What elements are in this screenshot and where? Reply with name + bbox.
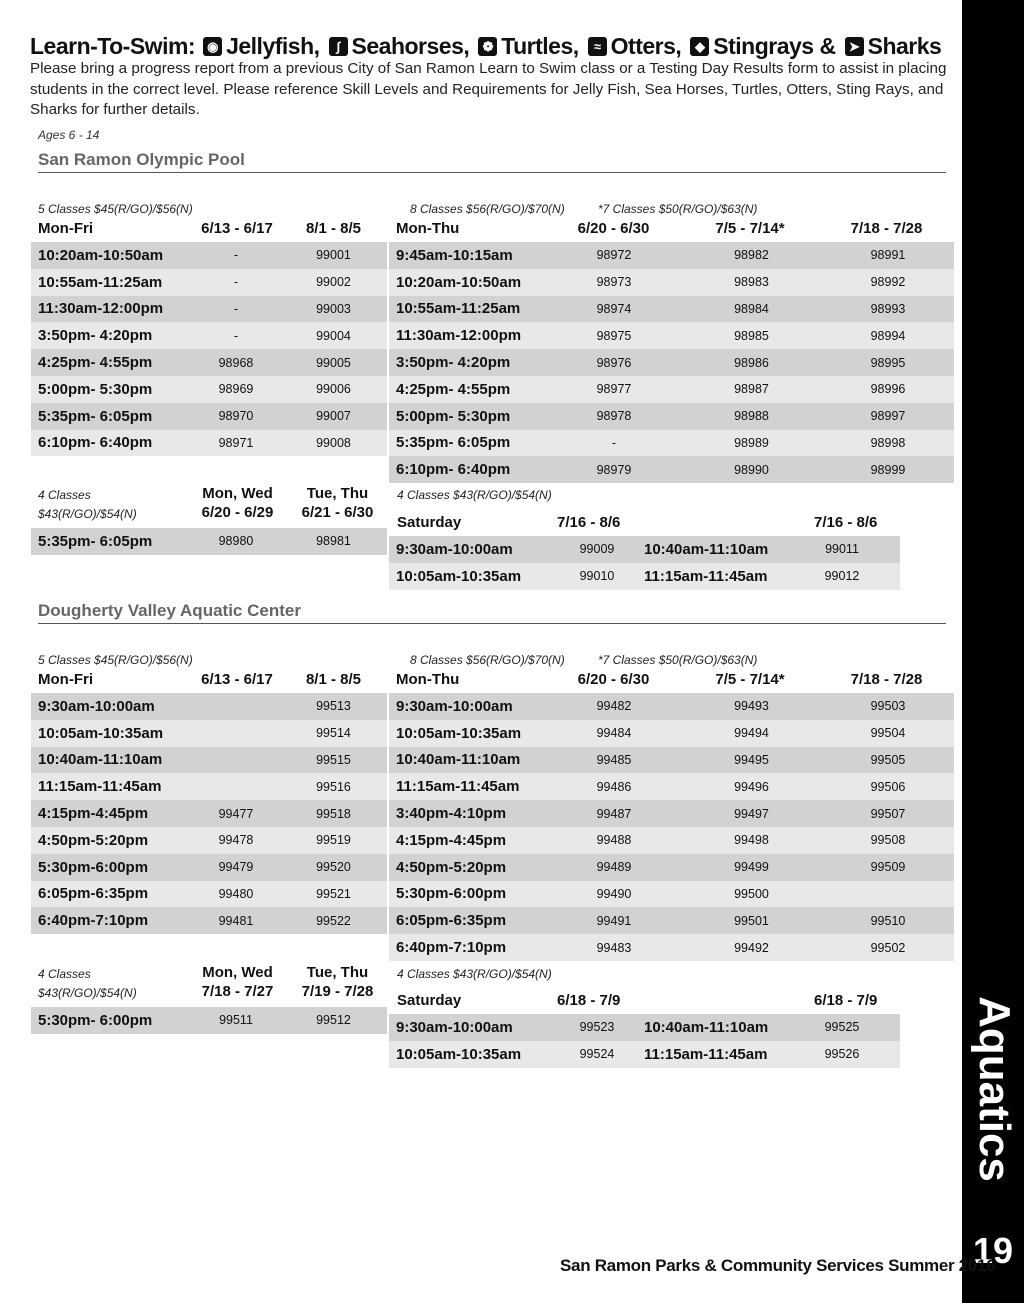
- shark-icon: ➤: [845, 37, 864, 56]
- table-row: [31, 528, 387, 555]
- course-number: 98972: [596, 248, 632, 263]
- course-number: 99509: [870, 860, 906, 875]
- otter-icon: ≈: [588, 37, 607, 56]
- column-header: Mon, Wed: [202, 964, 273, 981]
- level-label: Jellyfish,: [226, 32, 320, 59]
- class-time: 5:35pm- 6:05pm: [396, 434, 511, 452]
- table-row: [31, 296, 387, 323]
- course-number: 99521: [316, 886, 351, 901]
- course-number: 98985: [734, 328, 769, 343]
- column-header: 6/18 - 7/9: [814, 992, 878, 1009]
- course-number: 99525: [824, 1020, 860, 1035]
- class-time: 9:30am-10:00am: [396, 1018, 513, 1036]
- course-number: 99481: [218, 913, 254, 928]
- class-time: 9:45am-10:15am: [396, 246, 513, 264]
- column-header: Mon-Thu: [396, 220, 460, 237]
- course-number: 99496: [734, 779, 769, 794]
- class-time: 11:15am-11:45am: [644, 567, 768, 585]
- column-header: 6/20 - 6/29: [201, 504, 274, 521]
- column-header: 7/18 - 7/28: [850, 220, 923, 237]
- course-number: 98982: [734, 248, 769, 263]
- course-number: 98968: [218, 355, 254, 370]
- table-row: [31, 773, 387, 800]
- table-row: [389, 881, 954, 908]
- table-row: [389, 1041, 900, 1068]
- column-header: 6/20 - 6/30: [577, 671, 650, 688]
- course-number: 99479: [218, 860, 254, 875]
- age-range: Ages 6 - 14: [38, 128, 100, 142]
- monthu-header: [396, 220, 964, 237]
- course-number: 99493: [734, 699, 769, 714]
- table-row: [389, 296, 954, 323]
- column-header: 7/16 - 8/6: [814, 514, 878, 531]
- level-seahorse: [329, 33, 470, 60]
- seahorse-icon: ∫: [329, 37, 348, 56]
- course-number: -: [233, 301, 239, 316]
- level-otter: [588, 33, 682, 60]
- course-number: 98999: [870, 462, 906, 477]
- class-time: 6:05pm-6:35pm: [396, 912, 507, 930]
- class-time: 10:40am-11:10am: [644, 540, 769, 558]
- column-header: 6/18 - 7/9: [557, 992, 621, 1009]
- monthu-pricing-alt: *7 Classes $50(R/GO)/$63(N): [598, 653, 758, 667]
- table-row: [389, 934, 954, 961]
- table-row: [389, 430, 954, 457]
- table-row: [389, 349, 954, 376]
- course-number: 98971: [218, 435, 254, 450]
- column-header: Mon-Fri: [38, 671, 93, 688]
- course-number: 98970: [218, 409, 254, 424]
- column-header: 8/1 - 8/5: [305, 671, 362, 688]
- column-header: 7/5 - 7/14*: [715, 220, 785, 237]
- class-time: 10:55am-11:25am: [396, 300, 521, 318]
- table-row: [389, 456, 954, 483]
- course-number: 99495: [734, 752, 769, 767]
- course-number: 98977: [596, 382, 632, 397]
- jellyfish-icon: ◉: [203, 37, 222, 56]
- class-time: 10:40am-11:10am: [644, 1018, 769, 1036]
- column-header: 8/1 - 8/5: [305, 220, 362, 237]
- table-row: [389, 800, 954, 827]
- class-time: 3:50pm- 4:20pm: [38, 327, 153, 345]
- section-tab-label: Aquatics: [970, 996, 1019, 1182]
- course-number: 99508: [870, 833, 906, 848]
- class-time: 5:30pm-6:00pm: [396, 885, 507, 903]
- class-time: 4:50pm-5:20pm: [38, 831, 149, 849]
- table-row: [389, 269, 954, 296]
- course-number: 98974: [596, 301, 632, 316]
- table-row: [31, 349, 387, 376]
- course-number: 99491: [596, 913, 632, 928]
- column-header: Mon, Wed: [202, 485, 273, 502]
- column-header: 6/20 - 6/30: [577, 220, 650, 237]
- class-time: 10:40am-11:10am: [38, 751, 163, 769]
- class-time: 5:00pm- 5:30pm: [396, 407, 511, 425]
- level-turtle: [478, 33, 578, 60]
- course-number: 99003: [316, 301, 351, 316]
- twice-pricing: $43(R/GO)/$54(N): [38, 986, 137, 1000]
- course-number: 99010: [579, 569, 615, 584]
- column-header: Saturday: [397, 514, 462, 531]
- class-time: 6:40pm-7:10pm: [396, 939, 507, 957]
- monthu-pricing: 8 Classes $56(R/GO)/$70(N): [410, 202, 565, 216]
- column-header: Saturday: [397, 992, 462, 1009]
- course-number: -: [233, 328, 239, 343]
- class-time: 10:40am-11:10am: [396, 751, 521, 769]
- course-number: 99512: [316, 1013, 351, 1028]
- class-time: 10:20am-10:50am: [396, 273, 522, 291]
- course-number: 99498: [734, 833, 769, 848]
- footer: San Ramon Parks & Community Services Summer 2016: [560, 1256, 996, 1275]
- table-row: [389, 242, 954, 269]
- column-header: 7/16 - 8/6: [557, 514, 621, 531]
- course-number: 99488: [596, 833, 632, 848]
- class-time: 4:25pm- 4:55pm: [38, 354, 153, 372]
- course-number: 98990: [734, 462, 769, 477]
- column-header: 7/19 - 7/28: [301, 983, 374, 1000]
- class-time: 11:30am-12:00pm: [38, 300, 164, 318]
- course-number: -: [233, 248, 239, 263]
- class-time: 4:25pm- 4:55pm: [396, 380, 511, 398]
- class-time: 5:35pm- 6:05pm: [38, 407, 153, 425]
- course-number: 99012: [824, 569, 860, 584]
- table-row: [31, 269, 387, 296]
- twice-classes: 4 Classes: [38, 967, 91, 981]
- table-row: [389, 720, 954, 747]
- column-header: 6/13 - 6/17: [201, 220, 273, 237]
- table-row: [31, 720, 387, 747]
- table-row: [389, 693, 954, 720]
- course-number: 99482: [596, 699, 632, 714]
- table-row: [389, 854, 954, 881]
- class-time: 6:10pm- 6:40pm: [396, 461, 511, 479]
- table-row: [31, 747, 387, 774]
- course-number: 99002: [316, 275, 351, 290]
- class-time: 3:40pm-4:10pm: [396, 805, 507, 823]
- course-number: 98973: [596, 275, 632, 290]
- course-number: 98992: [870, 275, 906, 290]
- class-time: 4:15pm-4:45pm: [396, 831, 507, 849]
- table-row: [31, 881, 387, 908]
- course-number: 99519: [316, 833, 351, 848]
- course-number: 99524: [579, 1047, 615, 1062]
- stingray-icon: ◆: [690, 37, 709, 56]
- table-row: [389, 322, 954, 349]
- course-number: 98984: [734, 301, 769, 316]
- course-number: 99486: [596, 779, 632, 794]
- saturday-header: [397, 992, 914, 1009]
- class-time: 6:10pm- 6:40pm: [38, 434, 153, 452]
- monfri-pricing: 5 Classes $45(R/GO)/$56(N): [38, 202, 193, 216]
- twice-pricing: $43(R/GO)/$54(N): [38, 507, 137, 521]
- class-time: 10:20am-10:50am: [38, 246, 164, 264]
- class-time: 6:05pm-6:35pm: [38, 885, 149, 903]
- class-time: 10:05am-10:35am: [396, 724, 522, 742]
- table-row: [31, 907, 387, 934]
- course-number: 99497: [734, 806, 769, 821]
- table-row: [389, 827, 954, 854]
- table-row: [389, 563, 900, 590]
- course-number: 98986: [734, 355, 769, 370]
- column-header: 6/21 - 6/30: [301, 504, 374, 521]
- course-number: 99500: [734, 886, 769, 901]
- course-number: 99499: [734, 860, 769, 875]
- level-jellyfish: [203, 33, 319, 60]
- table-row: [389, 907, 954, 934]
- course-number: 98988: [734, 409, 769, 424]
- course-number: 99523: [579, 1020, 615, 1035]
- course-number: 99485: [596, 752, 632, 767]
- section-tab: [966, 996, 1022, 1182]
- course-number: 99001: [316, 248, 351, 263]
- table-row: [31, 800, 387, 827]
- course-number: 99480: [218, 886, 254, 901]
- course-number: 99007: [316, 409, 351, 424]
- class-time: 4:15pm-4:45pm: [38, 805, 149, 823]
- class-time: 11:30am-12:00pm: [396, 327, 522, 345]
- course-number: 99514: [316, 726, 351, 741]
- course-number: 98978: [596, 409, 632, 424]
- page-number: 19: [972, 1230, 1014, 1271]
- course-number: 98969: [218, 382, 254, 397]
- course-number: 99490: [596, 886, 632, 901]
- course-number: 99478: [218, 833, 254, 848]
- table-row: [31, 854, 387, 881]
- column-header: 7/18 - 7/28: [850, 671, 923, 688]
- course-number: 98995: [870, 355, 906, 370]
- course-number: 99484: [596, 726, 632, 741]
- course-number: 99513: [316, 699, 351, 714]
- column-header: Mon-Fri: [38, 220, 93, 237]
- table-row: [389, 536, 900, 563]
- level-shark: [845, 33, 942, 60]
- class-time: 9:30am-10:00am: [396, 540, 513, 558]
- course-number: 98994: [870, 328, 906, 343]
- class-time: 3:50pm- 4:20pm: [396, 354, 511, 372]
- class-time: 9:30am-10:00am: [396, 697, 513, 715]
- monthu-pricing-alt: *7 Classes $50(R/GO)/$63(N): [598, 202, 758, 216]
- course-number: 99518: [316, 806, 351, 821]
- course-number: 98987: [734, 382, 769, 397]
- course-number: 99489: [596, 860, 632, 875]
- course-number: 98980: [218, 534, 254, 549]
- turtle-icon: ❁: [478, 37, 497, 56]
- course-number: 98998: [870, 435, 906, 450]
- class-time: 11:15am-11:45am: [644, 1045, 768, 1063]
- class-time: 4:50pm-5:20pm: [396, 858, 507, 876]
- course-number: 99477: [218, 806, 254, 821]
- course-number: 98979: [596, 462, 632, 477]
- class-time: 9:30am-10:00am: [38, 697, 155, 715]
- monthu-pricing: 8 Classes $56(R/GO)/$70(N): [410, 653, 565, 667]
- course-number: 99515: [316, 752, 351, 767]
- course-number: -: [233, 275, 239, 290]
- class-time: 10:55am-11:25am: [38, 273, 163, 291]
- course-number: 99487: [596, 806, 632, 821]
- table-row: [31, 403, 387, 430]
- course-number: 99505: [870, 752, 906, 767]
- table-row: [31, 827, 387, 854]
- course-number: 99510: [870, 913, 906, 928]
- level-label: Seahorses,: [351, 32, 470, 59]
- course-number: 99492: [734, 940, 769, 955]
- course-number: 99503: [870, 699, 906, 714]
- saturday-pricing: 4 Classes $43(R/GO)/$54(N): [397, 488, 552, 502]
- class-time: 10:05am-10:35am: [38, 724, 164, 742]
- course-number: 99522: [316, 913, 351, 928]
- course-number: 99009: [579, 542, 615, 557]
- saturday-pricing: 4 Classes $43(R/GO)/$54(N): [397, 967, 552, 981]
- course-number: 99507: [870, 806, 906, 821]
- location-heading: Dougherty Valley Aquatic Center: [38, 601, 946, 624]
- class-time: 5:30pm-6:00pm: [38, 858, 149, 876]
- course-number: 99483: [596, 940, 632, 955]
- class-time: 11:15am-11:45am: [38, 778, 162, 796]
- course-number: 98975: [596, 328, 632, 343]
- table-row: [31, 322, 387, 349]
- column-header: 7/18 - 7/27: [201, 983, 274, 1000]
- table-row: [389, 773, 954, 800]
- table-row: [31, 430, 387, 457]
- title-prefix: Learn-To-Swim:: [30, 32, 196, 59]
- course-number: 99511: [219, 1013, 253, 1028]
- course-number: 99502: [870, 940, 906, 955]
- course-number: 99005: [316, 355, 351, 370]
- intro-text: Please bring a progress report from a previous City of San Ramon Learn to Swim class or a Testing Day Results form to assist in placing students in the correct level. Please reference Skill Levels and Requirements for Jelly Fish, Sea Horses, Turtles, Otters, Sting Rays, and Sharks for further details.: [30, 60, 947, 118]
- course-number: 98981: [316, 534, 351, 549]
- course-number: 99011: [825, 542, 859, 557]
- level-label: Stingrays &: [713, 32, 836, 59]
- table-row: [389, 747, 954, 774]
- table-row: [31, 242, 387, 269]
- table-row: [31, 693, 387, 720]
- table-row: [31, 1007, 387, 1034]
- column-header: 7/5 - 7/14*: [715, 671, 785, 688]
- table-row: [389, 376, 954, 403]
- course-number: 98983: [734, 275, 769, 290]
- class-time: 5:30pm- 6:00pm: [38, 1011, 153, 1029]
- course-number: 98989: [734, 435, 769, 450]
- course-number: 99506: [870, 779, 906, 794]
- course-number: 99504: [870, 726, 906, 741]
- saturday-header: [397, 514, 914, 531]
- course-number: 98976: [596, 355, 632, 370]
- location-heading: San Ramon Olympic Pool: [38, 150, 946, 173]
- course-number: 99501: [734, 913, 769, 928]
- class-time: 11:15am-11:45am: [396, 778, 520, 796]
- course-number: -: [611, 435, 617, 450]
- course-number: 99006: [316, 382, 351, 397]
- monthu-header: [396, 671, 964, 688]
- course-number: 98991: [870, 248, 906, 263]
- course-number: 98993: [870, 301, 906, 316]
- column-header: 6/13 - 6/17: [201, 671, 273, 688]
- level-label: Otters,: [610, 32, 682, 59]
- twice-classes: 4 Classes: [38, 488, 91, 502]
- level-label: Turtles,: [501, 32, 579, 59]
- column-header: Tue, Thu: [306, 964, 369, 981]
- class-time: 10:05am-10:35am: [396, 567, 522, 585]
- column-header: Mon-Thu: [396, 671, 460, 688]
- class-time: 6:40pm-7:10pm: [38, 912, 149, 930]
- table-row: [389, 1014, 900, 1041]
- class-time: 10:05am-10:35am: [396, 1045, 522, 1063]
- course-number: 99008: [316, 435, 351, 450]
- table-row: [31, 376, 387, 403]
- course-number: 99004: [316, 328, 351, 343]
- class-time: 5:35pm- 6:05pm: [38, 532, 153, 550]
- course-number: 99526: [824, 1047, 860, 1062]
- level-stingray: [690, 33, 835, 60]
- course-number: 98996: [870, 382, 906, 397]
- course-number: 99516: [316, 779, 351, 794]
- monfri-header: [38, 671, 391, 688]
- table-row: [389, 403, 954, 430]
- monfri-header: [38, 220, 391, 237]
- column-header: Tue, Thu: [306, 485, 369, 502]
- level-label: Sharks: [867, 32, 942, 59]
- course-number: 99520: [316, 860, 351, 875]
- course-number: 99494: [734, 726, 769, 741]
- class-time: 5:00pm- 5:30pm: [38, 380, 153, 398]
- course-number: 98997: [870, 409, 906, 424]
- monfri-pricing: 5 Classes $45(R/GO)/$56(N): [38, 653, 193, 667]
- page-title: [30, 30, 960, 62]
